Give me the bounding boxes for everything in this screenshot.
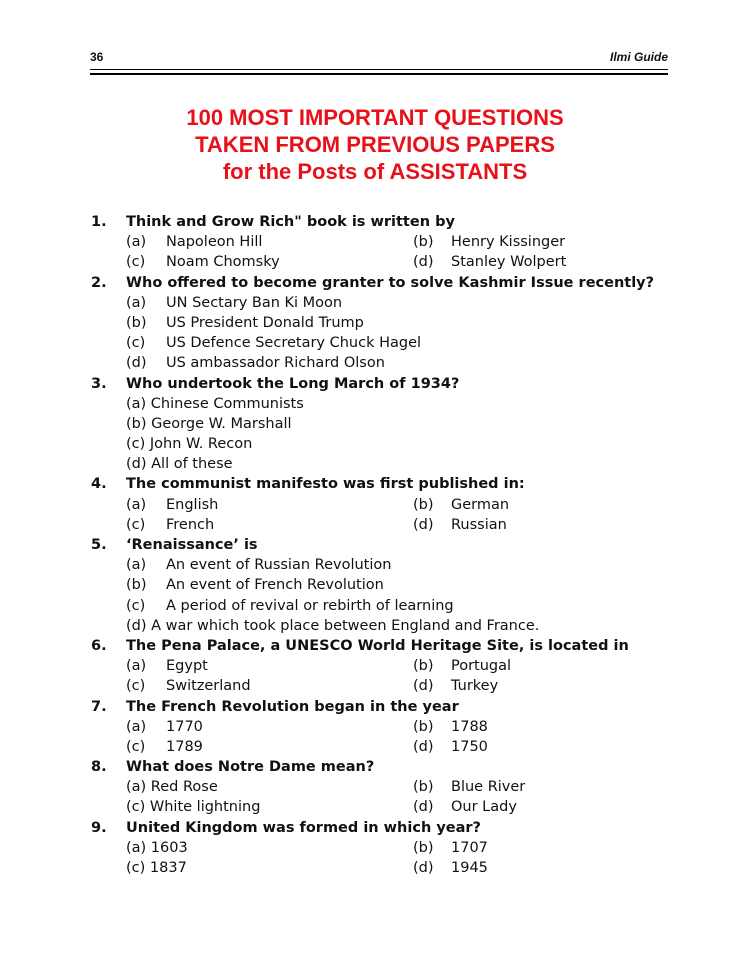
option-text: US ambassador Richard Olson — [166, 355, 385, 372]
option-row — [0, 575, 750, 595]
page-number: 36 — [90, 50, 104, 64]
option-row — [0, 777, 750, 797]
option-label: (b) — [413, 496, 434, 513]
option: (d) All of these — [126, 456, 233, 473]
option-label: (c) — [126, 254, 146, 271]
option-row — [0, 394, 750, 414]
option-row — [0, 616, 750, 636]
question-line — [0, 374, 750, 394]
option-label: (d) — [413, 738, 434, 755]
option-label: (b) — [413, 234, 434, 251]
question-number: 8. — [91, 759, 107, 776]
question-number: 1. — [91, 214, 107, 230]
question-text: The French Revolution began in the year — [126, 698, 459, 715]
option: (c) White lightning — [126, 799, 261, 816]
option-text: UN Sectary Ban Ki Moon — [166, 294, 343, 311]
question-number: 4. — [91, 476, 107, 493]
title-line: TAKEN FROM PREVIOUS PAPERS — [195, 132, 555, 157]
option-row — [0, 555, 750, 575]
option-row — [0, 333, 750, 353]
question-text: The Pena Palace, a UNESCO World Heritage Site, is located in — [126, 637, 629, 654]
question-number: 7. — [91, 698, 107, 715]
option-label: (b) — [413, 658, 434, 675]
option-text: 1770 — [166, 718, 203, 735]
option-label: (b) — [413, 718, 434, 735]
option: (c) 1837 — [126, 860, 187, 876]
option-row — [0, 252, 750, 272]
title-line: 100 MOST IMPORTANT QUESTIONS — [186, 105, 564, 130]
option-row — [0, 313, 750, 333]
option-row — [0, 596, 750, 616]
option-text: Napoleon Hill — [166, 234, 263, 251]
question-text: Who offered to become granter to solve Kashmir Issue recently? — [126, 274, 655, 291]
option-text: Russian — [451, 516, 507, 533]
question-number: 9. — [91, 819, 107, 836]
option-row — [0, 737, 750, 757]
option-text: 1789 — [166, 738, 203, 755]
option-text: Stanley Wolpert — [451, 254, 567, 271]
question-line — [0, 535, 750, 555]
option-label: (c) — [126, 738, 146, 755]
question-number: 2. — [91, 274, 107, 291]
option-text: Blue River — [451, 779, 526, 796]
question-number: 5. — [91, 537, 107, 553]
question-text: What does Notre Dame mean? — [126, 759, 375, 776]
option-label: (c) — [126, 335, 146, 352]
option-label: (d) — [126, 355, 147, 372]
option-text: English — [166, 496, 219, 513]
option: (a) Chinese Communists — [126, 395, 304, 412]
option-label: (b) — [126, 314, 147, 331]
question-line — [0, 636, 750, 656]
option-row — [0, 797, 750, 817]
option-text: 1707 — [451, 839, 488, 856]
option: (a) Red Rose — [126, 779, 218, 796]
page-title — [0, 104, 750, 185]
header-rule-thin — [90, 69, 668, 70]
question-text: The communist manifesto was first published in: — [126, 476, 525, 493]
question-text: Who undertook the Long March of 1934? — [126, 375, 460, 392]
option-text: Switzerland — [166, 678, 251, 695]
option-row — [0, 454, 750, 474]
option: (b) George W. Marshall — [126, 415, 292, 432]
option-row — [0, 676, 750, 696]
option-text: 1788 — [451, 718, 488, 735]
option-label: (a) — [126, 234, 147, 251]
option: (a) 1603 — [126, 839, 188, 856]
option-text: US President Donald Trump — [166, 314, 364, 331]
option-text: 1945 — [451, 860, 488, 876]
option-row — [0, 656, 750, 676]
option-text: Noam Chomsky — [166, 254, 280, 271]
option-label: (b) — [126, 577, 147, 594]
question-text: United Kingdom was formed in which year? — [126, 819, 481, 836]
option-row — [0, 495, 750, 515]
title-line: for the Posts of ASSISTANTS — [222, 159, 528, 184]
option-text: Portugal — [451, 658, 512, 675]
option-text: Turkey — [451, 678, 499, 695]
option-label: (d) — [413, 860, 434, 876]
option-text: Our Lady — [451, 799, 517, 816]
question-text: ‘Renaissance’ is — [126, 537, 258, 553]
question-line — [0, 273, 750, 293]
option-text: An event of Russian Revolution — [166, 557, 392, 574]
question-list — [0, 212, 750, 878]
option-label: (b) — [413, 779, 434, 796]
question-line — [0, 212, 750, 232]
option-text: An event of French Revolution — [166, 577, 384, 594]
question-line — [0, 697, 750, 717]
question-text: Think and Grow Rich" book is written by — [126, 214, 455, 230]
header-rule-thick — [90, 73, 668, 75]
option-text: 1750 — [451, 738, 488, 755]
option-label: (d) — [413, 678, 434, 695]
option-label: (c) — [126, 597, 146, 614]
option: (c) John W. Recon — [126, 436, 253, 453]
option-row — [0, 434, 750, 454]
option-label: (a) — [126, 496, 147, 513]
option-label: (b) — [413, 839, 434, 856]
option-row — [0, 717, 750, 737]
option-text: French — [166, 516, 215, 533]
option-row — [0, 232, 750, 252]
option-label: (c) — [126, 678, 146, 695]
question-line — [0, 818, 750, 838]
option-text: Henry Kissinger — [451, 234, 566, 251]
option: (d) A war which took place between England and France. — [126, 617, 540, 634]
option-row — [0, 353, 750, 373]
option-text: US Defence Secretary Chuck Hagel — [166, 335, 422, 352]
option-row — [0, 293, 750, 313]
option-label: (a) — [126, 294, 147, 311]
option-label: (d) — [413, 254, 434, 271]
option-label: (c) — [126, 516, 146, 533]
question-number: 6. — [91, 637, 107, 654]
option-row — [0, 858, 750, 878]
option-text: German — [451, 496, 510, 513]
book-title: Ilmi Guide — [609, 50, 668, 64]
option-text: A period of revival or rebirth of learning — [166, 597, 454, 614]
option-row — [0, 414, 750, 434]
option-label: (d) — [413, 799, 434, 816]
option-row — [0, 838, 750, 858]
question-line — [0, 757, 750, 777]
option-label: (a) — [126, 718, 147, 735]
option-label: (d) — [413, 516, 434, 533]
option-label: (a) — [126, 658, 147, 675]
option-row — [0, 515, 750, 535]
option-text: Egypt — [166, 658, 208, 675]
question-line — [0, 474, 750, 494]
option-label: (a) — [126, 557, 147, 574]
question-number: 3. — [91, 375, 107, 392]
